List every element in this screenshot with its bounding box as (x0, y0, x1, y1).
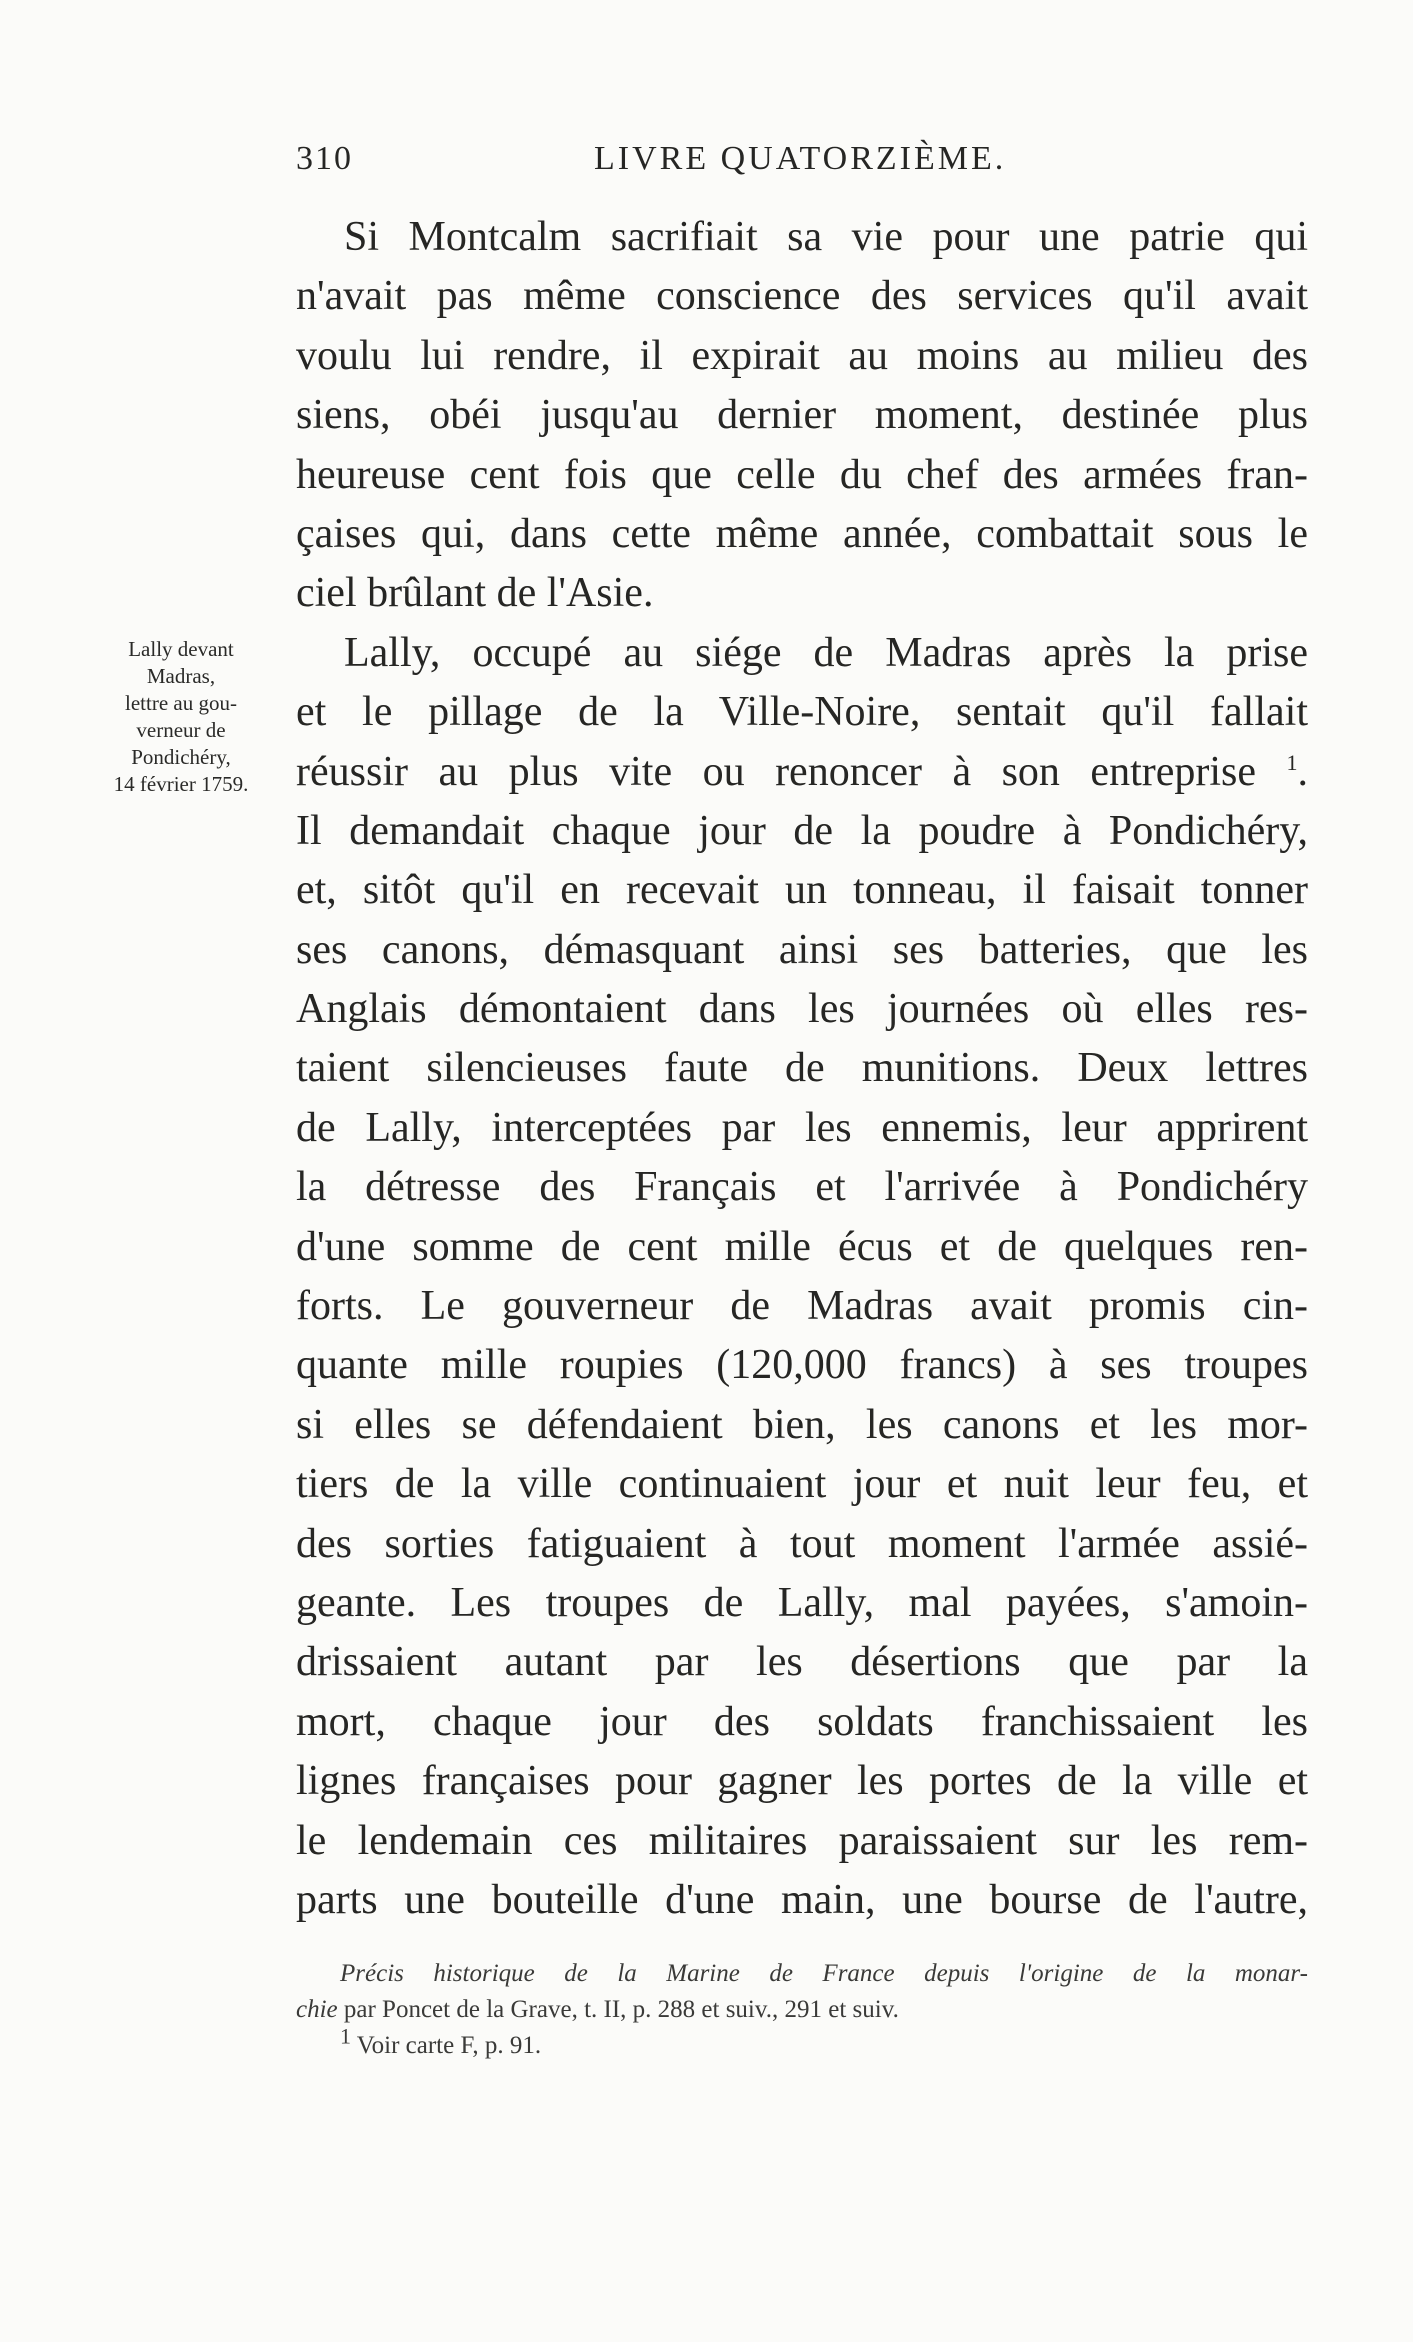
footnote-line (296, 2028, 1308, 2064)
footnote-title-end: chie (296, 1996, 338, 2023)
text-line: tiers de la ville continuaient jour et nuit leur feu, et (296, 1461, 1308, 1508)
text-line: voulu lui rendre, il expirait au moins au milieu des (296, 332, 1308, 379)
footnote-title: Précis historique de la Marine de France depuis l'origine de la monar- (340, 1960, 1308, 1987)
text-line: si elles se défendaient bien, les canons et les mor- (296, 1401, 1308, 1448)
page-header (296, 140, 1306, 190)
text-line: d'une somme de cent mille écus et de quelques ren- (296, 1223, 1308, 1270)
text-line: Si Montcalm sacrifiait sa vie pour une patrie qui (344, 214, 1308, 260)
text-line: siens, obéi jusqu'au dernier moment, destinée plus (296, 392, 1308, 439)
body-text (296, 208, 1308, 1930)
text-line: Anglais démontaient dans les journées où elles res- (296, 986, 1308, 1033)
text-line: ciel brûlant de l'Asie. (296, 570, 654, 617)
text-line: quante mille roupies (120,000 francs) à ses troupes (296, 1342, 1308, 1389)
margin-note-line: lettre au gou- (125, 691, 237, 715)
margin-note-line: Pondichéry, (131, 745, 231, 769)
text-line: forts. Le gouverneur de Madras avait promis cin- (296, 1283, 1308, 1330)
text-line: çaises qui, dans cette même année, combattait sous le (296, 510, 1308, 557)
footnote-marker: 1 (340, 2028, 351, 2049)
text-line: parts une bouteille d'une main, une bourse de l'autre, (296, 1876, 1308, 1923)
footnote-line (296, 1956, 1308, 1992)
margin-note-line: Madras, (146, 664, 216, 688)
text-line: ses canons, démasquant ainsi ses batteries, que les (296, 926, 1308, 973)
text-line: geante. Les troupes de Lally, mal payées, s'amoin- (296, 1579, 1308, 1626)
footnote-marker: 1 (1286, 749, 1298, 775)
footnotes (296, 1956, 1308, 2064)
margin-note-line: Lally devant (128, 637, 234, 661)
text-line: des sorties fatiguaient à tout moment l'armée assié- (296, 1520, 1308, 1567)
text-line: lignes françaises pour gagner les portes de la ville et (296, 1758, 1308, 1805)
margin-note (86, 636, 276, 798)
text-line: drissaient autant par les désertions que par la (296, 1639, 1308, 1686)
text-line: n'avait pas même conscience des services qu'il avait (296, 273, 1308, 320)
text-line: de Lally, interceptées par les ennemis, leur apprirent (296, 1104, 1308, 1151)
text-line: le lendemain ces militaires paraissaient sur les rem- (296, 1817, 1308, 1864)
page-number: 310 (296, 140, 353, 177)
text-line: taient silencieuses faute de munitions. Deux lettres (296, 1045, 1308, 1092)
text-line: heureuse cent fois que celle du chef des armées fran- (296, 451, 1308, 498)
running-title: LIVRE QUATORZIÈME. (594, 140, 1007, 177)
text-line-content: réussir au plus vite ou renoncer à son entreprise (296, 748, 1257, 795)
text-line: Lally, occupé au siége de Madras après la prise (344, 629, 1308, 676)
text-line: et le pillage de la Ville-Noire, sentait qu'il fallait (296, 689, 1308, 736)
text-line: la détresse des Français et l'arrivée à Pondichéry (296, 1164, 1308, 1211)
text-line: Il demandait chaque jour de la poudre à Pondichéry, (296, 807, 1308, 854)
text-line: mort, chaque jour des soldats franchissaient les (296, 1698, 1308, 1745)
margin-note-line: verneur de (136, 718, 226, 742)
footnote-line (296, 1992, 1308, 2028)
footnote-reference: Voir carte F, p. 91. (351, 2032, 542, 2059)
margin-note-line: 14 février 1759. (113, 772, 249, 796)
footnote-citation: par Poncet de la Grave, t. II, p. 288 et suiv., 291 et suiv. (337, 1996, 899, 2023)
text-line-with-footnote (296, 743, 1308, 802)
text-line: et, sitôt qu'il en recevait un tonneau, il faisait tonner (296, 867, 1308, 914)
text-line-end: . (1297, 748, 1308, 795)
